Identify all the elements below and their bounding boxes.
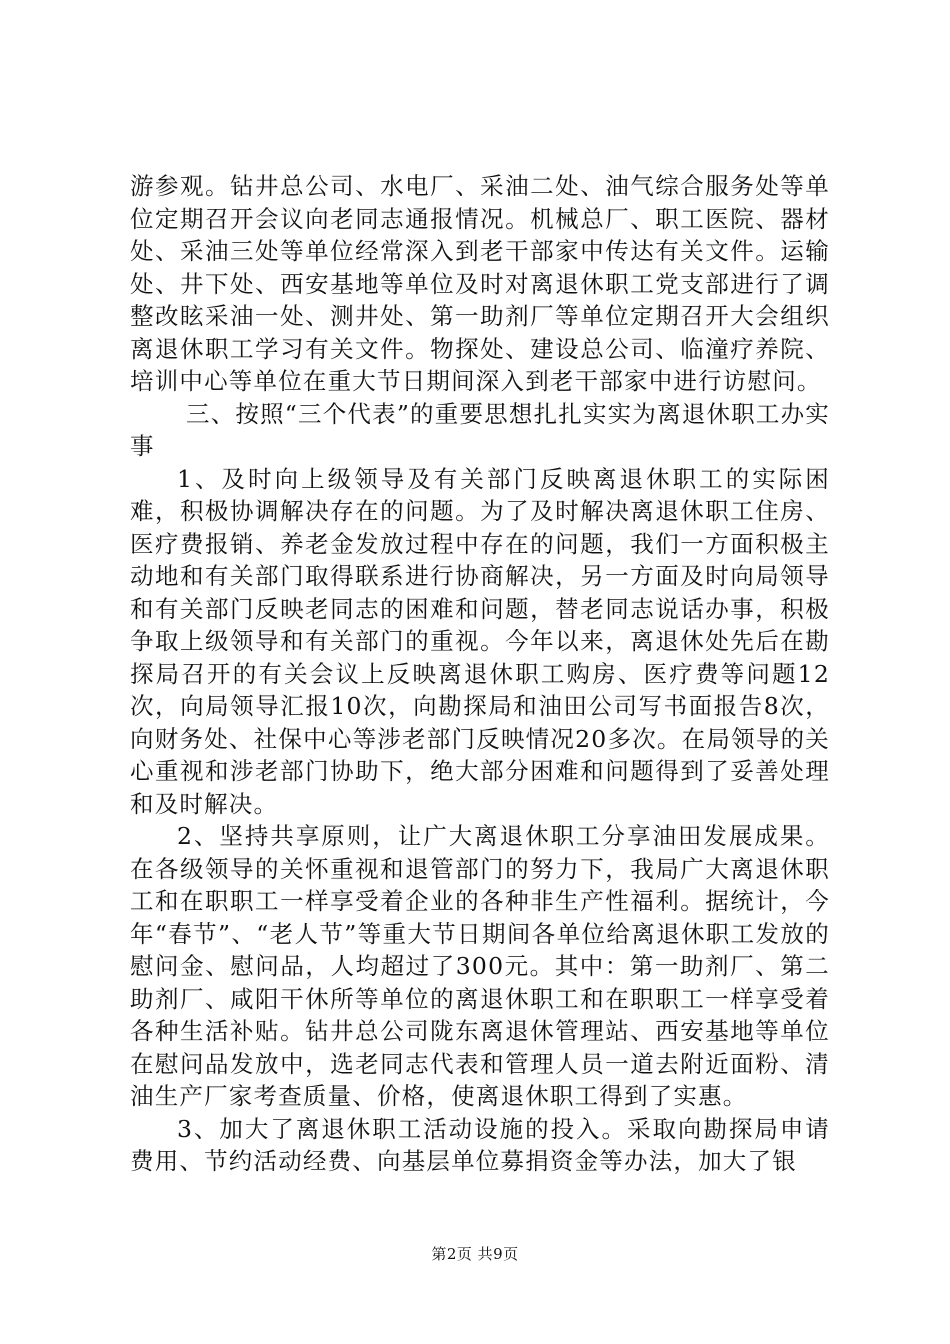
section-heading: 三、按照“三个代表”的重要思想扎扎实实为离退休职工办实事 xyxy=(130,399,830,460)
page-number-footer: 第2页 共9页 xyxy=(431,1245,519,1263)
document-body xyxy=(130,170,830,1178)
paragraph-item-2: 2、坚持共享原则，让广大离退休职工分享油田发展成果。在各级领导的关怀重视和退管部门的努力下，我局广大离退休职工和在职职工一样享受着企业的各种非生产性福利。据统计，今年“春节”、“老人节”等重大节日期间各单位给离退休职工发放的慰问金、慰问品，人均超过了300元。其中：第一助剂厂、第二助剂厂、咸阳干休所等单位的离退休职工和在职职工一样享受着各种生活补贴。钻井总公司陇东离退休管理站、西安基地等单位在慰问品发放中，选老同志代表和管理人员一道去附近面粉、清油生产厂家考查质量、价格，使离退休职工得到了实惠。 xyxy=(130,822,830,1110)
paragraph-item-1: 1、及时向上级领导及有关部门反映离退休职工的实际困难，积极协调解决存在的问题。为了及时解决离退休职工住房、医疗费报销、养老金发放过程中存在的问题，我们一方面积极主动地和有关部门取得联系进行协商解决，另一方面及时向局领导和有关部门反映老同志的困难和问题，替老同志说话办事，积极争取上级领导和有关部门的重视。今年以来，离退休处先后在勘探局召开的有关会议上反映离退休职工购房、医疗费等问题12次，向局领导汇报10次，向勘探局和油田公司写书面报告8次，向财务处、社保中心等涉老部门反映情况20多次。在局领导的关心重视和涉老部门协助下，绝大部分困难和问题得到了妥善处理和及时解决。 xyxy=(130,464,830,818)
paragraph-continuation: 游参观。钻井总公司、水电厂、采油二处、油气综合服务处等单位定期召开会议向老同志通报情况。机械总厂、职工医院、器材处、采油三处等单位经常深入到老干部家中传达有关文件。运输处、井下处、西安基地等单位及时对离退休职工党支部进行了调整改眩采油一处、测井处、第一助剂厂等单位定期召开大会组织离退休职工学习有关文件。物探处、建设总公司、临潼疗养院、培训中心等单位在重大节日期间深入到老干部家中进行访慰问。 xyxy=(130,172,830,395)
paragraph-item-3: 3、加大了离退休职工活动设施的投入。采取向勘探局申请费用、节约活动经费、向基层单位募捐资金等办法，加大了银 xyxy=(130,1114,830,1175)
